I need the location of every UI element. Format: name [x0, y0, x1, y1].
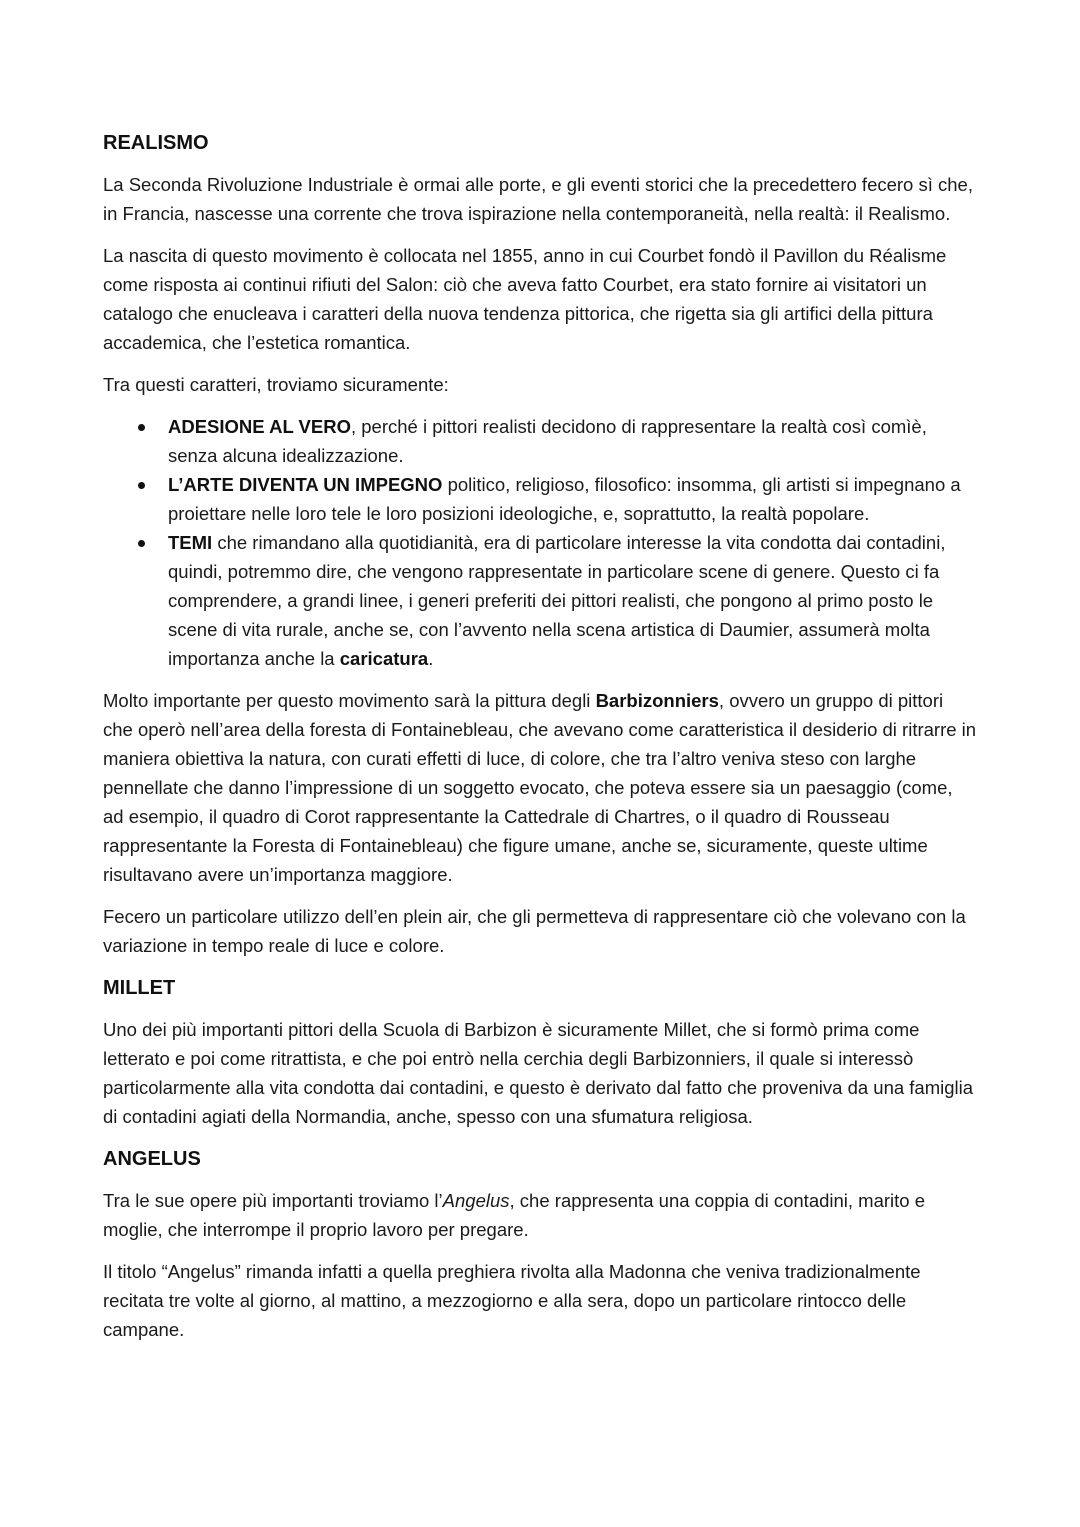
paragraph-plein-air: Fecero un particolare utilizzo dell’en plein air, che gli permetteva di rappresentare ciò che volevano con la variazione in tempo reale di luce e colore. [103, 906, 966, 956]
italic-angelus: Angelus [442, 1190, 510, 1211]
heading-angelus: ANGELUS [103, 1148, 201, 1170]
text-span: , che rappresenta una coppia di contadini, marito e moglie, che interrompe il proprio lavoro per pregare. [103, 1190, 926, 1240]
list-item-impegno [168, 470, 977, 528]
list-item-bold: ADESIONE AL VERO [168, 416, 351, 437]
paragraph-angelus-title: Il titolo “Angelus” rimanda infatti a quella preghiera rivolta alla Madonna che veniva tradizionalmente recitata tre volte al giorno, al mattino, a mezzogiorno e alla sera, dopo un particolare rintocco delle campane. [103, 1261, 921, 1340]
list-item-text: che rimandano alla quotidianità, era di particolare interesse la vita condotta dai contadini, quindi, potremmo dire, che vengono rappresentate in particolare scene di genere. Questo ci fa comprendere, a grandi linee, i generi preferiti dei pittori realisti, che pongono al primo posto le scene di vita rurale, anche se, con l’avvento nella scena artistica di Daumier, assumerà molta importanza anche la [168, 532, 946, 669]
paragraph-angelus-intro [103, 1186, 977, 1244]
list-item-tail: . [428, 648, 434, 669]
characters-list [103, 412, 977, 673]
list-item-bold: TEMI [168, 532, 213, 553]
section-angelus [103, 1144, 977, 1344]
list-item-text: , perché i pittori realisti decidono di rappresentare la realtà così comìè, senza alcuna idealizzazione. [168, 416, 927, 466]
paragraph-origin: La nascita di questo movimento è collocata nel 1855, anno in cui Courbet fondò il Pavillon du Réalisme come risposta ai continui rifiuti del Salon: ciò che aveva fatto Courbet, era stato fornire ai visitatori un catalogo che enucleava i caratteri della nuova tendenza pittorica, che rigetta sia gli artifici della pittura accademica, che l’estetica romantica. [103, 245, 947, 353]
bold-barbizonniers: Barbizonniers [595, 690, 719, 711]
list-item-text: politico, religioso, filosofico: insomma, gli artisti si impegnano a proiettare nelle loro tele le loro posizioni ideologiche, e, soprattutto, la realtà popolare. [168, 474, 961, 524]
list-item-adesione [168, 412, 977, 470]
heading-millet: MILLET [103, 977, 176, 999]
paragraph-characters-intro: Tra questi caratteri, troviamo sicuramente: [103, 374, 449, 395]
list-item-temi [168, 528, 977, 673]
text-span: , ovvero un gruppo di pittori che operò nell’area della foresta di Fontainebleau, che avevano come caratteristica il desiderio di ritrarre in maniera obiettiva la natura, con curati effetti di luce, di colore, che tra l’altro veniva steso con larghe pennellate che danno l’impressione di un soggetto evocato, che poteva essere sia un paesaggio (come, ad esempio, il quadro di Corot rappresentante la Cattedrale di Chartres, o il quadro di Rousseau rappresentante la Foresta di Fontainebleau) che figure umane, anche se, sicuramente, queste ultime risultavano avere un’importanza maggiore. [103, 690, 977, 885]
paragraph-millet: Uno dei più importanti pittori della Scuola di Barbizon è sicuramente Millet, che si formò prima come letterato e poi come ritrattista, e che poi entrò nella cerchia degli Barbizonniers, il quale si interessò particolarmente alla vita condotta dai contadini, e questo è derivato dal fatto che proveniva da una famiglia di contadini agiati della Normandia, anche, spesso con una sfumatura religiosa. [103, 1019, 974, 1127]
list-item-bold-caricatura: caricatura [339, 648, 429, 669]
text-span: Molto importante per questo movimento sarà la pittura degli [103, 690, 596, 711]
heading-realismo: REALISMO [103, 132, 209, 154]
document-page [103, 128, 977, 1357]
text-span: Tra le sue opere più importanti troviamo l’ [103, 1190, 443, 1211]
section-millet [103, 973, 977, 1131]
paragraph-barbizonniers [103, 686, 977, 889]
paragraph-intro: La Seconda Rivoluzione Industriale è ormai alle porte, e gli eventi storici che la precedettero fecero sì che, in Francia, nascesse una corrente che trova ispirazione nella contemporaneità, nella realtà: il Realismo. [103, 174, 973, 224]
section-realismo [103, 128, 977, 960]
list-item-bold: L’ARTE DIVENTA UN IMPEGNO [168, 474, 443, 495]
